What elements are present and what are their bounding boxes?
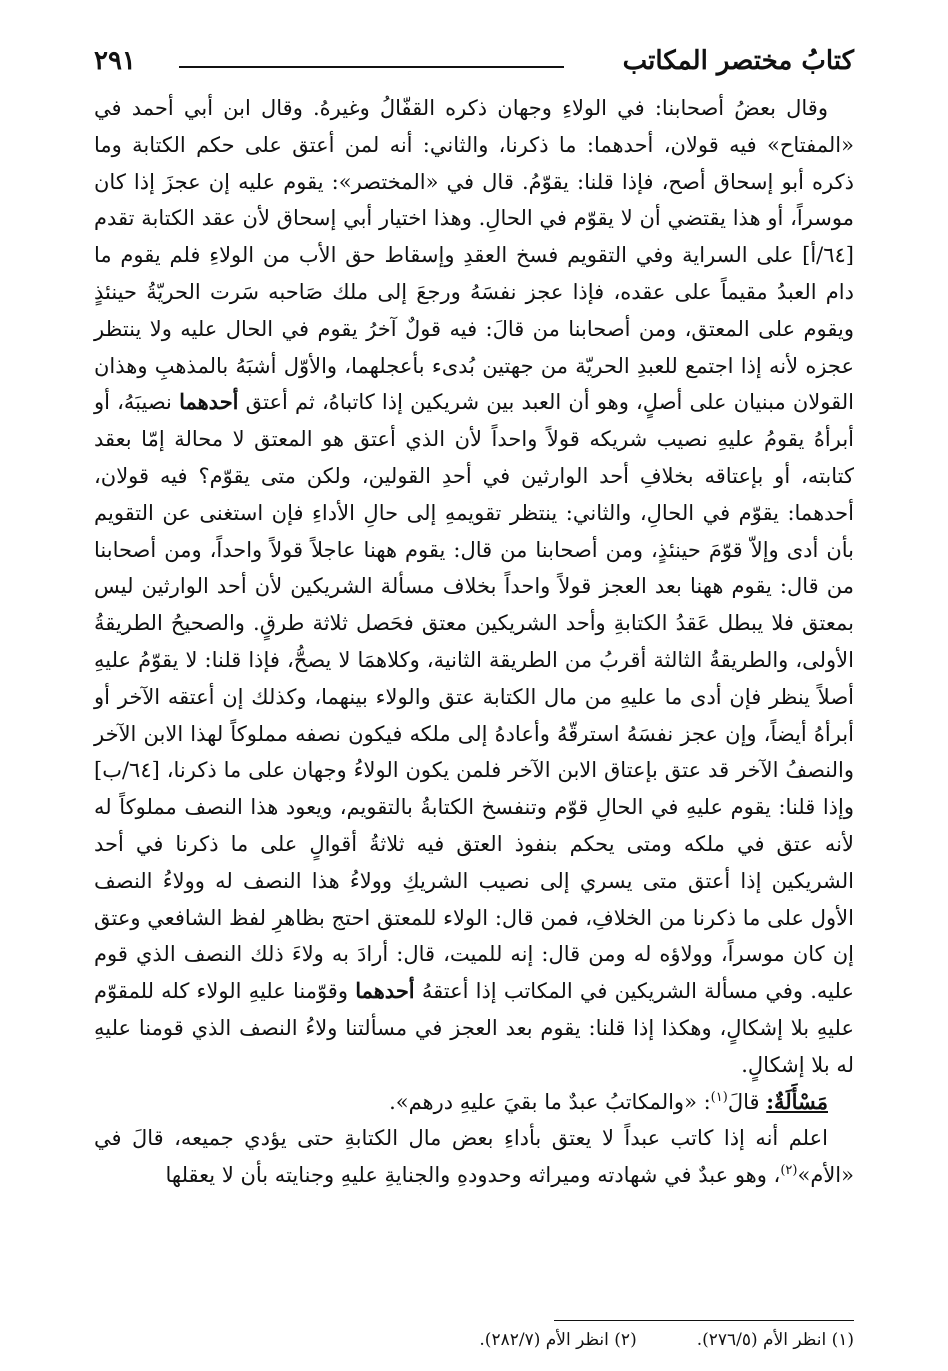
closing-text-b: ، وهو عبدٌ في شهادته وميراثه وحدودهِ والجنايةِ عليهِ وجنايته بأن لا يعقلها	[165, 1163, 781, 1188]
body-text	[94, 90, 854, 1194]
issue-text: قالَ	[727, 1089, 760, 1114]
footnote-1: (١) انظر الأم (٢٧٦/٥).	[696, 1330, 854, 1350]
header-rule	[179, 66, 564, 68]
page-header	[94, 44, 854, 84]
paragraph-text-3: وقوّمنا عليهِ الولاء كله للمقوّم عليهِ بلا إشكالٍ، وهكذا إذا قلنا: يقوم بعد العجز في مسألتنا ولاءُ النصف الذي قومنا عليهِ له بلا إشكالٍ.	[94, 979, 854, 1077]
bold-term: أحدهما	[179, 389, 239, 415]
main-paragraph	[94, 90, 854, 1084]
footnotes	[94, 1330, 854, 1350]
issue-label: مَسْأَلَةٌ:	[766, 1088, 828, 1114]
closing-paragraph	[94, 1120, 854, 1194]
issue-text-b: : «والمكاتبُ عبدٌ ما بقيَ عليهِ درهم».	[389, 1089, 711, 1114]
footnote-ref-1: (١)	[710, 1089, 728, 1105]
chapter-title: كتابُ مختصر المكاتب	[622, 46, 854, 76]
paragraph-text-1: وقال بعضُ أصحابنا: في الولاءِ وجهان ذكره القفّالُ وغيرهُ. وقال ابن أبي أحمد في «المفتاح» فيه قولان، أحدهما: ما ذكرنا، والثاني: أنه لمن أعتق على حكم الكتابة وما ذكره أبو إسحاق أصح، فإذا قلنا: يقوّمُ. قال في «المختصر»: يقوم عليه إن عجزَ إذا كان موسراً، أو هذا يقتضي أن لا يقوّم في الحالِ. وهذا اختيار أبي إسحاق لأن عقد الكتابة تقدم [٦٤/أ] على السراية وفي التقويم فسخ العقدِ وإسقاط حق الأب من الولاءِ فلم يقوم ما دام العبدُ مقيماً على عقده، فإذا عجز نفسَهُ ورجعَ إلى ملك صَاحبه سَرت الحريّةُ حينئذٍ ويقوم على المعتق، ومن أصحابنا من قالَ: فيه قولٌ آخرُ يقوم في الحال عليه ولا ينتظر عجزه لأنه إذا اجتمع للعبدِ الحريّة من جهتين بُدىء بأعجلهما، والأوّل أشبَهُ بالمذهبِ وهذان القولان مبنيان على أصلٍ، وهو أن العبد بين شريكين إذا كاتباهُ، ثم أعتق	[94, 96, 854, 415]
bold-term: أحدهما	[355, 978, 415, 1004]
page-number: ٢٩١	[94, 46, 136, 76]
paragraph-text-2: نصيبَهُ، أو أبرأهُ يقومُ عليهِ نصيب شريكه قولاً واحداً لأن الذي أعتق هو المعتق لا محالة إمّا بعقد كتابته، أو بإعتاقه بخلافِ أحد الوارثين في أحدِ القولين، ولكن متى يقوّم؟ فيه قولان، أحدهما: يقوّم في الحالِ، والثاني: ينتظر تقويمهِ إلى حالِ الأداءِ فإن استغنى عن التقويم بأن أدى وإلاّ قوّمَ حينئذٍ، ومن أصحابنا من قال: يقوم ههنا عاجلاً قولاً واحداً، ومن أصحابنا من قال: يقوم ههنا بعد العجز قولاً واحداً بخلاف مسألة الشريكين لأن أحد الوارثين ليس بمعتق فلا يبطل عَقدُ الكتابةِ وأحد الشريكين معتق فحَصل ثلاثة طرقٍ. والصحيحُ الطريقةُ الأولى، والطريقةُ الثالثة أقربُ من الطريقة الثانية، وكلاهمَا لا يصحُّ، فإذا قلنا: لا يقوّمُ عليهِ أصلاً ينظر فإن أدى ما عليهِ من مال الكتابة عتق والولاء بينهما، وكذلك إن أعتقه الآخر أو أبرأهُ أيضاً، وإن عجز نفسَهُ استرقّهُ وأعادهُ إلى ملكه فيكون نصفه مملوكاً لهذا الابن الآخر والنصفُ الآخر قد عتق بإعتاق الابن الآخر فلمن يكون الولاءُ وجهان على ما ذكرنا، [٦٤/ب] وإذا قلنا: يقوم عليهِ في الحالِ قوّم وتنفسخ الكتابةُ بالتقويم، ويعود هذا النصف مملوكاً له لأنه عتق في ملكه ومتى يحكم بنفوذ العتق فيه ثلاثةُ أقوالٍ على ما ذكرنا في أحد الشريكين إذا أعتق متى يسري إلى نصيب الشريكِ وولاءُ هذا النصف له وولاءُ النصف الأول على ما ذكرنا من الخلافِ، فمن قال: الولاء للمعتق احتج بظاهرِ لفظ الشافعي وعتق إن كان موسراً، وولاؤه له ومن قال: إنه للميت، قال: أرادَ به ولاءَ ذلك النصف الذي قوم عليه. وفي مسألة الشريكين في المكاتب إذا أعتقهُ	[94, 390, 854, 1004]
footnote-ref-2: (٢)	[780, 1163, 798, 1179]
issue-paragraph	[94, 1084, 854, 1121]
footnote-rule	[554, 1320, 854, 1321]
footnote-2: (٢) انظر الأم (٢٨٢/٧).	[479, 1330, 637, 1350]
closing-text-a: اعلم أنه إذا كاتب عبداً لا يعتق بأداءِ بعض مال الكتابةِ حتى يؤدي جميعه، قالَ في «الأم»	[94, 1126, 854, 1188]
